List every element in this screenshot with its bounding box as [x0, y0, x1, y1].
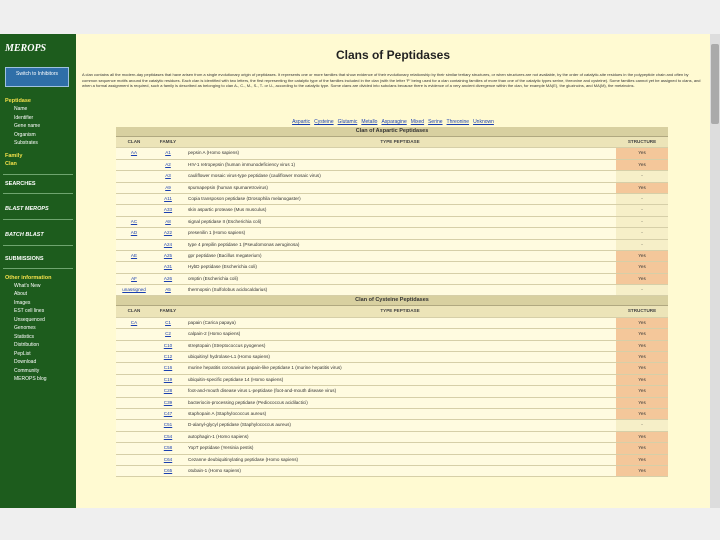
clan-link[interactable]	[116, 386, 152, 396]
type-peptidase-cell: HybD peptidase (Escherichia coli)	[188, 264, 257, 270]
sidebar-blast-link[interactable]: BLAST MEROPS	[5, 205, 49, 212]
vertical-scrollbar[interactable]	[710, 34, 720, 508]
family-link[interactable]: C65	[163, 467, 173, 473]
family-link[interactable]: A5	[165, 287, 171, 293]
catalytic-type-link[interactable]: Asparagine	[381, 119, 407, 125]
structure-cell[interactable]: Yes	[616, 352, 668, 362]
clan-link[interactable]	[116, 329, 152, 339]
sidebar-searches-link[interactable]: SEARCHES	[5, 180, 36, 187]
type-peptidase-cell: spumapepsin (human spumaretrovirus)	[188, 184, 268, 190]
table-row	[116, 466, 668, 477]
sidebar-divider	[3, 268, 73, 269]
sidebar-peptidase-item[interactable]: Gene name	[14, 123, 41, 129]
clan-link[interactable]: CA	[130, 319, 138, 325]
family-link[interactable]: C1	[165, 319, 171, 325]
sidebar-other-item[interactable]: Unsequenced	[14, 316, 45, 323]
structure-cell: -	[616, 205, 668, 215]
structure-cell[interactable]: Yes	[616, 375, 668, 385]
sidebar-submissions-link[interactable]: SUBMISSIONS	[5, 255, 44, 262]
structure-cell[interactable]: Yes	[616, 148, 668, 158]
family-link[interactable]: C2	[165, 331, 171, 337]
family-link[interactable]: A9	[165, 184, 171, 190]
family-link[interactable]: C16	[163, 365, 173, 371]
clan-link[interactable]	[116, 466, 152, 476]
table-row	[116, 228, 668, 239]
type-peptidase-cell: bacteriocin-processing peptidase (Pediococcus acidilactici)	[188, 399, 308, 405]
merops-logo[interactable]: MEROPS	[5, 43, 47, 54]
type-peptidase-cell: gpr peptidase (Bacillus megaterium)	[188, 252, 262, 258]
clan-link[interactable]	[116, 262, 152, 272]
sidebar-other-item[interactable]: PepList	[14, 350, 31, 357]
family-link[interactable]: A22	[163, 230, 173, 236]
structure-cell[interactable]: Yes	[616, 363, 668, 373]
table-row	[116, 262, 668, 273]
family-link[interactable]: C47	[163, 410, 173, 416]
clan-link[interactable]: AF	[131, 275, 137, 281]
sidebar-other-item[interactable]: Statistics	[14, 333, 35, 340]
family-link[interactable]: C10	[163, 342, 173, 348]
type-peptidase-cell: calpain-2 (Homo sapiens)	[188, 331, 241, 337]
clan-link[interactable]: AA	[130, 150, 138, 156]
type-peptidase-cell: foot-and-mouth disease virus L-peptidase (foot-and-mouth disease virus)	[188, 388, 337, 394]
type-peptidase-cell: Copia transposon peptidase (Drosophila melanogaster)	[188, 195, 301, 201]
structure-cell[interactable]: Yes	[616, 274, 668, 284]
table-row	[116, 205, 668, 216]
structure-cell[interactable]: Yes	[616, 251, 668, 261]
table-row	[116, 363, 668, 374]
structure-cell[interactable]: Yes	[616, 341, 668, 351]
sidebar-divider	[3, 193, 73, 194]
table-row	[116, 194, 668, 205]
main-content	[76, 34, 710, 508]
col-structure: STRUCTURE	[627, 139, 657, 144]
clan-link[interactable]	[116, 352, 152, 362]
sidebar-other-item[interactable]: Download	[14, 359, 37, 365]
clan-link[interactable]	[116, 240, 152, 250]
structure-cell: -	[616, 171, 668, 181]
family-link[interactable]: C12	[163, 354, 173, 360]
col-family: FAMILY	[159, 139, 177, 144]
sidebar-other-item[interactable]: What's New	[14, 282, 41, 289]
family-link[interactable]: A24	[163, 241, 173, 247]
clan-link[interactable]: AE	[130, 252, 138, 258]
sidebar-other-item[interactable]: Genomes	[14, 325, 36, 331]
family-link[interactable]: A1	[165, 150, 171, 156]
family-link[interactable]: C51	[163, 422, 173, 428]
clan-link[interactable]	[116, 375, 152, 385]
col-clan: CLAN	[127, 139, 141, 144]
table-row	[116, 318, 668, 329]
sidebar-divider	[3, 174, 73, 175]
sidebar-other-item[interactable]: About	[14, 291, 28, 297]
col-family: FAMILY	[159, 308, 177, 314]
col-type-peptidase: TYPE PEPTIDASE	[380, 139, 420, 144]
sidebar-peptidase-item[interactable]: Identifier	[14, 114, 34, 121]
table-row	[116, 352, 668, 363]
table-row	[116, 274, 668, 285]
sidebar-family-link[interactable]: Family	[5, 152, 23, 159]
structure-cell[interactable]: Yes	[616, 386, 668, 396]
structure-cell[interactable]: Yes	[616, 432, 668, 442]
sidebar-other-item[interactable]: EST cell lines	[14, 308, 45, 314]
table-row	[116, 432, 668, 443]
structure-cell[interactable]: Yes	[616, 466, 668, 476]
clan-link[interactable]	[116, 443, 152, 453]
catalytic-type-link[interactable]: Threonine	[446, 119, 470, 125]
section-header-cysteine: Clan of Cysteine Peptidases	[116, 296, 668, 306]
type-peptidase-cell: thermopsin (Sulfolobus acidocaldarius)	[188, 287, 268, 293]
sidebar	[0, 34, 76, 508]
column-header-row	[116, 306, 668, 317]
catalytic-type-link[interactable]: Unknown	[473, 119, 494, 125]
family-link[interactable]: C39	[163, 399, 173, 405]
family-link[interactable]: A8	[165, 218, 171, 224]
clan-link[interactable]	[116, 432, 152, 442]
sidebar-divider	[3, 219, 73, 220]
sidebar-batch-blast-link[interactable]: BATCH BLAST	[5, 231, 44, 238]
clan-link[interactable]: unassigned	[122, 287, 146, 293]
switch-to-inhibitors-button[interactable]: Switch to Inhibitors	[5, 67, 69, 87]
structure-cell: -	[616, 420, 668, 430]
structure-cell: -	[616, 217, 668, 227]
type-peptidase-cell: papain (Carica papaya)	[188, 319, 236, 325]
type-peptidase-cell: signal peptidase II (Escherichia coli)	[188, 218, 262, 224]
clan-link[interactable]: AD	[130, 230, 138, 236]
catalytic-type-link[interactable]: Mixed	[410, 119, 425, 125]
table-row	[116, 455, 668, 466]
clan-link[interactable]	[116, 160, 152, 170]
structure-cell[interactable]: Yes	[616, 409, 668, 419]
col-clan: CLAN	[127, 308, 141, 314]
table-row	[116, 183, 668, 194]
col-structure: STRUCTURE	[627, 308, 657, 314]
type-peptidase-cell: staphopain A (Staphylococcus aureus)	[188, 410, 267, 416]
table-row	[116, 420, 668, 431]
type-peptidase-cell: autophagin-1 (Homo sapiens)	[188, 433, 249, 439]
table-row	[116, 285, 668, 296]
type-peptidase-cell: type 4 prepilin peptidase 1 (Pseudomonas aeruginosa)	[188, 241, 300, 247]
structure-cell: -	[616, 240, 668, 250]
type-peptidase-cell: omptin (Escherichia coli)	[188, 275, 239, 281]
clan-link[interactable]	[116, 205, 152, 215]
family-link[interactable]: C64	[163, 456, 173, 462]
type-peptidase-cell: skin aspartic protease (Mus musculus)	[188, 207, 267, 213]
table-row	[116, 398, 668, 409]
clan-link[interactable]	[116, 455, 152, 465]
type-peptidase-cell: cauliflower mosaic virus-type peptidase (cauliflower mosaic virus)	[188, 173, 321, 179]
structure-cell[interactable]: Yes	[616, 262, 668, 272]
catalytic-type-link[interactable]: Aspartic	[292, 119, 311, 125]
column-header-row	[116, 137, 668, 148]
sidebar-clan-link[interactable]: Clan	[5, 160, 17, 167]
clans-table	[116, 127, 668, 477]
family-link[interactable]: C58	[163, 445, 173, 451]
sidebar-peptidase-item[interactable]: Substrates	[14, 140, 38, 146]
clan-link[interactable]	[116, 194, 152, 204]
structure-cell[interactable]: Yes	[616, 160, 668, 170]
structure-cell: -	[616, 194, 668, 204]
family-link[interactable]: A2	[165, 161, 171, 167]
clan-link[interactable]	[116, 171, 152, 181]
col-type-peptidase: TYPE PEPTIDASE	[380, 308, 420, 314]
type-peptidase-cell: ubiquitin-specific peptidase 14 (Homo sapiens)	[188, 376, 284, 382]
browser-page	[0, 34, 710, 508]
family-link[interactable]: A11	[164, 195, 172, 201]
sidebar-peptidase-heading[interactable]: Peptidase	[5, 98, 31, 104]
clan-link[interactable]	[116, 398, 152, 408]
scrollbar-thumb[interactable]	[711, 44, 719, 124]
intro-paragraph: A clan contains all the modern-day peptidases that have arisen from a single evolutionary origin of peptidases. It represents one or more families that show evidence of their evolutionary relationship by their similar tertiary structures, or when structures are not available, by the order of catalytic-site residues in the polypeptide chain and often by common sequence motifs around the catalytic residues. Each clan is identified with two letters, the first representing the catalytic type of the families included in the clan (with the letter 'P' being used for a clan containing families of more than one of the catalytic types serine, threonine and cysteine). Some families cannot yet be assigned to clans, and when a formal assignment is required, such a family is described as belonging to clan A-, C-, M-, S-, T- or U-, according to the catalytic type. Some clans are divided into subclans because there is evidence of a very ancient divergence within the clan, for example MA(E), the gluzincins, and MA(M), the metzincins.	[82, 72, 701, 88]
type-peptidase-cell: pepsin A (Homo sapiens)	[188, 150, 240, 156]
structure-cell[interactable]: Yes	[616, 455, 668, 465]
table-row	[116, 341, 668, 352]
structure-cell[interactable]: Yes	[616, 398, 668, 408]
structure-cell[interactable]: Yes	[616, 443, 668, 453]
structure-cell: -	[616, 285, 668, 295]
catalytic-type-link[interactable]: Cysteine	[314, 119, 334, 125]
sidebar-other-item[interactable]: Images	[14, 299, 31, 306]
family-link[interactable]: C54	[163, 433, 173, 439]
type-peptidase-cell: otubain-1 (Homo sapiens)	[188, 467, 241, 473]
table-row	[116, 240, 668, 251]
table-row	[116, 160, 668, 171]
sidebar-other-information: Other information	[5, 274, 52, 281]
clan-link[interactable]	[116, 363, 152, 373]
clan-link[interactable]: AC	[130, 218, 138, 224]
table-row	[116, 171, 668, 182]
sidebar-other-item[interactable]: Community	[14, 367, 40, 374]
structure-cell: -	[616, 228, 668, 238]
table-row	[116, 251, 668, 262]
structure-cell[interactable]: Yes	[616, 318, 668, 328]
catalytic-type-link[interactable]: Glutamic	[337, 119, 358, 125]
type-peptidase-cell: YopT peptidase (Yersinia pestis)	[188, 445, 254, 451]
sidebar-divider	[3, 245, 73, 246]
sidebar-other-item[interactable]: MEROPS blog	[14, 376, 47, 382]
structure-cell[interactable]: Yes	[616, 329, 668, 339]
clan-link[interactable]	[116, 183, 152, 193]
section-header-aspartic: Clan of Aspartic Peptidases	[116, 127, 668, 137]
family-link[interactable]: C28	[163, 388, 173, 394]
table-row	[116, 409, 668, 420]
clan-link[interactable]	[116, 409, 152, 419]
catalytic-type-link[interactable]: Metallo	[361, 119, 378, 125]
type-peptidase-cell: HIV-1 retropepsin (human immunodeficiency virus 1)	[188, 161, 295, 167]
table-row	[116, 375, 668, 386]
type-peptidase-cell: ubiquitinyl hydrolase-L1 (Homo sapiens)	[188, 354, 270, 360]
clan-link[interactable]	[116, 420, 152, 430]
sidebar-peptidase-item[interactable]: Name	[14, 106, 28, 112]
structure-cell[interactable]: Yes	[616, 183, 668, 193]
family-link[interactable]: A31	[163, 264, 173, 270]
table-row	[116, 217, 668, 228]
catalytic-type-link[interactable]: Serine	[428, 119, 443, 125]
table-row	[116, 386, 668, 397]
type-peptidase-cell: streptopain (Streptococcus pyogenes)	[188, 342, 266, 348]
type-peptidase-cell: murine hepatitis coronavirus papain-like peptidase 1 (murine hepatitis virus)	[188, 365, 342, 371]
table-row	[116, 329, 668, 340]
family-link[interactable]: A3	[165, 173, 171, 179]
sidebar-other-item[interactable]: Distribution	[14, 342, 40, 348]
catalytic-type-links	[76, 119, 710, 125]
table-row	[116, 148, 668, 159]
type-peptidase-cell: D-alanyl-glycyl peptidase (Staphylococcus aureus)	[188, 422, 291, 428]
family-link[interactable]: C19	[163, 376, 173, 382]
family-link[interactable]: A33	[163, 207, 173, 213]
table-row	[116, 443, 668, 454]
family-link[interactable]: A25	[163, 252, 173, 258]
clan-link[interactable]	[116, 341, 152, 351]
type-peptidase-cell: Cezanne deubiquitinylating peptidase (Homo sapiens)	[188, 456, 299, 462]
family-link[interactable]: A26	[163, 275, 173, 281]
type-peptidase-cell: presenilin 1 (Homo sapiens)	[188, 230, 246, 236]
sidebar-peptidase-item[interactable]: Organism	[14, 131, 36, 138]
page-title: Clans of Peptidases	[335, 48, 451, 62]
